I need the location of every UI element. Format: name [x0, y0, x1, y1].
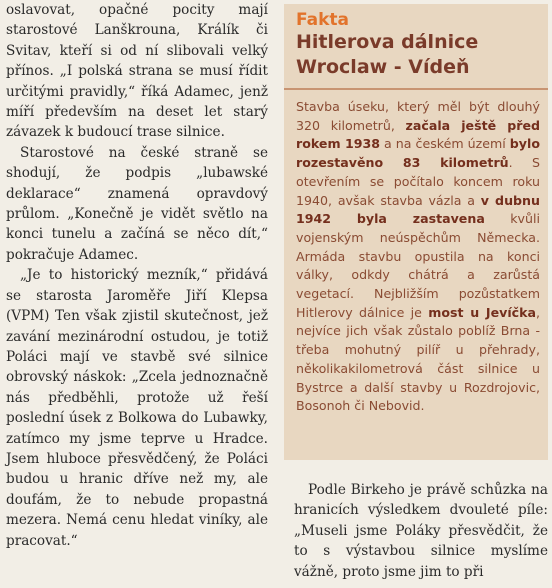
fakta-highlight: most u Jevíčka: [428, 304, 536, 320]
fakta-highlight: v dubnu 1942 byla zastavena: [296, 192, 540, 227]
fakta-title-line-2: Wroclaw - Vídeň: [296, 56, 470, 78]
fakta-text: Stavba úseku, který měl být dlouhý 320 kilometrů,: [296, 99, 540, 133]
fakta-header: [284, 4, 548, 80]
fakta-highlight: bylo rozestavěno 83 kilometrů: [296, 136, 540, 171]
fakta-sidebar: [284, 4, 548, 460]
fakta-text: . S otevřením se počítalo koncem roku 1940, avšak stavba vázla a: [296, 155, 540, 208]
article-paragraph: „Je to historický mezník,“ přidává se starosta Jaroměře Jiří Klepsa (VPM) Ten však zjistil skutečnost, jež zavání mezinárodní ostudou, je totiž Poláci mají ve stavbě své silnice obrovský náskok: „Zcela jednoznačně nás předběhli, protože už řeší poslední úsek z Bolkowa do Lubawky, zatímco my jsme teprve u Hradce. Jsem hluboce přesvědčený, že Poláci budou u hranic dříve než my, ale doufám, že to nebude propastná mezera. Nemá cenu hledat viníky, ale pracovat.“: [6, 267, 268, 549]
fakta-body: [284, 90, 548, 416]
fakta-text: a na českém území: [380, 136, 510, 152]
article-paragraph: Podle Birkeho je právě schůzka na hranicích výsledkem dvouleté píle: „Museli jsme Poláky přesvědčit, že to s výstavbou silnice myslíme vážně, proto jsme jim to při: [294, 482, 548, 580]
article-left-column: [6, 0, 268, 551]
fakta-title-line-1: Hitlerova dálnice: [296, 31, 479, 53]
article-right-column: [294, 480, 548, 582]
article-paragraph: oslavovat, opačné pocity mají starostové Lanškrouna, Králík či Svitav, kteří si od ní slibovali velký přínos. „I polská strana se musí řídit určitými pravidly,“ říká Adamec, jenž míří především na deset let starý závazek k budoucí trase silnice.: [6, 2, 268, 141]
fakta-label: Fakta: [296, 10, 349, 30]
fakta-text: , nejvíce jich však zůstalo poblíž Brna - třeba mohutný pilíř u přehrady, několikakilometrová část silnice u Bystrce a další stavby u Rozdrojovic, Bosonoh či Nebovid.: [296, 304, 540, 414]
article-paragraph: Starostové na české straně se shodují, že podpis „lubawské deklarace“ znamená opravdový průlom. „Konečně je vidět světlo na konci tunelu a začíná se něco dít,“ pokračuje Adamec.: [6, 144, 268, 263]
fakta-text: kvůli vojenským neúspěchům Německa. Armáda stavbu opustila na konci války, odkdy chátrá a zarůstá vegetací. Nejbližším pozůstatkem Hitlerovy dálnice je: [296, 211, 540, 320]
fakta-highlight: začala ještě před rokem 1938: [296, 117, 540, 152]
